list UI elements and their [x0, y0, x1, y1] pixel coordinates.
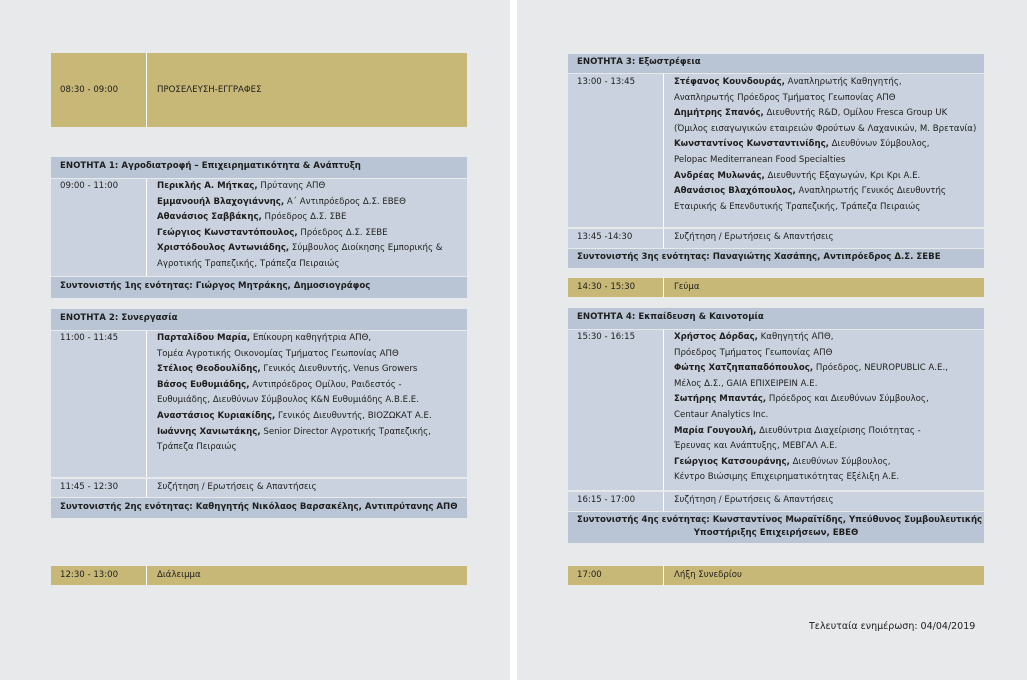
speaker-line: [674, 439, 837, 455]
speaker-line: [157, 195, 406, 211]
speaker-role: Διευθυντής Εξαγωγών, Κρι Κρι Α.Ε.: [764, 170, 921, 181]
speaker-role: Διευθύνων Σύμβουλος,: [828, 139, 930, 150]
speaker-line: [157, 210, 346, 226]
speaker-line: [157, 393, 419, 409]
speaker-line: [674, 169, 920, 185]
speaker-name: Αθανάσιος Σαββάκης,: [157, 212, 262, 223]
last-updated: Τελευταία ενημέρωση: 04/04/2019: [809, 621, 976, 632]
speaker-role: Γενικός Διευθυντής, ΒΙΟΖΩΚΑΤ Α.Ε.: [275, 411, 432, 421]
section-4-qa-label: Συζήτηση / Ερωτήσεις & Απαντήσεις: [674, 495, 834, 505]
speaker-name: Εμμανουήλ Βλαχογιάννης,: [157, 196, 285, 207]
speaker-role: Senior Director Αγροτικής Τραπεζικής,: [260, 426, 431, 437]
section-4-qa-time: 16:15 - 17:00: [577, 495, 636, 505]
speaker-role: Μέλος Δ.Σ., GAIA ΕΠΙΧΕΙΡΕΙΝ Α.Ε.: [674, 378, 818, 389]
speaker-name: Στέλιος Θεοδουλίδης,: [157, 364, 261, 375]
speaker-name: Αθανάσιος Βλαχόπουλος,: [674, 186, 796, 197]
speaker-line: [674, 361, 948, 377]
section-1-moderator: [51, 277, 467, 298]
section-1-title: ΕΝΟΤΗΤΑ 1: Αγροδιατροφή – Επιχειρηματικότητα & Ανάπτυξη: [60, 161, 361, 171]
section-4-header: [568, 308, 984, 329]
speaker-role: Pelopac Mediterranean Food Specialties: [674, 155, 846, 165]
speaker-role: Πρόεδρος και Διευθύνων Σύμβουλος,: [766, 394, 929, 405]
section-1-header: [51, 157, 467, 178]
speaker-name: Βάσος Ευθυμιάδης,: [157, 379, 250, 390]
section-4-moderator: [568, 512, 984, 543]
speaker-name: Κωνσταντίνος Κωνσταντινίδης,: [674, 139, 829, 150]
speaker-role: Αναπληρωτής Πρόεδρος Τμήματος Γεωπονίας ΑΠΘ: [674, 92, 896, 103]
section-1-body: [51, 179, 467, 276]
speaker-line: [157, 226, 388, 242]
speaker-role: Σύμβουλος Διοίκησης Εμπορικής &: [289, 243, 443, 254]
speaker-role: Αγροτικής Τραπεζικής, Τράπεζα Πειραιώς: [157, 259, 340, 269]
speaker-line: [157, 347, 399, 363]
section-2-header: [51, 309, 467, 330]
speaker-role: Αναπληρωτής Γενικός Διευθυντής: [795, 186, 946, 197]
lunch-row: [568, 278, 984, 297]
speaker-line: [157, 362, 417, 378]
speaker-line: [674, 106, 947, 122]
arrival-label: ΠΡΟΣΕΛΕΥΣΗ-ΕΓΓΡΑΦΕΣ: [157, 85, 262, 95]
break-time: 12:30 - 13:00: [60, 570, 119, 580]
section-3-title: ΕΝΟΤΗΤΑ 3: Εξωστρέφεια: [577, 57, 701, 67]
speaker-line: [674, 91, 895, 107]
speaker-role: Έρευνας και Ανάπτυξης, ΜΕΒΓΑΛ Α.Ε.: [674, 441, 838, 452]
speaker-line: [157, 257, 339, 273]
section-2-qa-row: [51, 479, 467, 497]
speaker-line: [674, 75, 902, 91]
section-2-moderator-text: Συντονιστής 2ης ενότητας: Καθηγητής Νικόλαος Βαρσακέλης, Αντιπρύτανης ΑΠΘ: [60, 502, 458, 512]
speaker-role: Τράπεζα Πειραιώς: [157, 442, 237, 453]
speaker-name: Ιωάννης Χανιωτάκης,: [157, 426, 261, 437]
section-2-qa-label: Συζήτηση / Ερωτήσεις & Απαντήσεις: [157, 482, 317, 492]
speaker-name: Μαρία Γουγουλή,: [674, 425, 757, 436]
speaker-role: Καθηγητής ΑΠΘ,: [757, 332, 834, 342]
speaker-line: [157, 378, 402, 394]
speaker-line: [674, 424, 921, 440]
section-3-moderator: [568, 249, 984, 268]
speaker-name: Χριστόδουλος Αντωνιάδης,: [157, 243, 290, 254]
speaker-line: [674, 184, 946, 200]
speaker-role: Πρόεδρος, NEUROPUBLIC Α.Ε.,: [813, 363, 948, 374]
speaker-name: Παρταλίδου Μαρία,: [157, 333, 251, 343]
section-4-qa-row: [568, 492, 984, 511]
arrival-row: [51, 53, 467, 127]
arrival-time: 08:30 - 09:00: [60, 85, 119, 95]
speaker-role: Διευθύντρια Διαχείρισης Ποιότητας -: [756, 425, 921, 436]
speaker-role: Αναπληρωτής Καθηγητής,: [784, 77, 902, 87]
speaker-line: [157, 409, 432, 425]
speaker-line: [674, 346, 832, 362]
speaker-line: [157, 241, 442, 257]
break-row: [51, 566, 467, 585]
section-3-time: 13:00 - 13:45: [577, 77, 636, 87]
section-2-moderator: [51, 498, 467, 518]
speaker-role: Α΄ Αντιπρόεδρος Δ.Σ. ΕΒΕΘ: [284, 196, 406, 207]
speaker-role: Πρόεδρος Δ.Σ. ΣΕΒΕ: [297, 227, 388, 238]
speaker-line: [674, 408, 768, 424]
speaker-line: [157, 440, 237, 456]
section-3-qa-label: Συζήτηση / Ερωτήσεις & Απαντήσεις: [674, 232, 834, 242]
speaker-name: Γεώργιος Κατσουράνης,: [674, 456, 790, 467]
speaker-role: Διευθύνων Σύμβουλος,: [789, 456, 891, 467]
speaker-line: [674, 122, 976, 138]
section-3-moderator-text: Συντονιστής 3ης ενότητας: Παναγιώτης Χασάπης, Αντιπρόεδρος Δ.Σ. ΣΕΒΕ: [577, 252, 941, 262]
speaker-line: [674, 330, 833, 346]
speaker-name: Αναστάσιος Κυριακίδης,: [157, 411, 276, 421]
section-3-body: [568, 74, 984, 227]
section-2-title: ΕΝΟΤΗΤΑ 2: Συνεργασία: [60, 313, 178, 323]
speaker-line: [674, 392, 929, 408]
speaker-line: [674, 455, 891, 471]
speaker-line: [674, 200, 920, 216]
speaker-name: Φώτης Χατζηπαπαδόπουλος,: [674, 363, 814, 374]
speaker-role: (Όμιλος εισαγωγικών εταιρειών Φρούτων & Λαχανικών, Μ. Βρετανία): [674, 123, 977, 134]
speaker-line: [674, 137, 930, 153]
speaker-role: Εταιρικής & Επενδυτικής Τραπεζικής, Τράπεζα Πειραιώς: [674, 201, 921, 212]
speaker-role: Πρύτανης ΑΠΘ: [257, 181, 326, 191]
lunch-time: 14:30 - 15:30: [577, 282, 636, 292]
speaker-line: [674, 153, 845, 169]
speaker-role: Τομέα Αγροτικής Οικονομίας Τμήματος Γεωπονίας ΑΠΘ: [157, 348, 399, 359]
section-2-qa-time: 11:45 - 12:30: [60, 482, 119, 492]
speaker-name: Γεώργιος Κωνσταντόπουλος,: [157, 227, 298, 238]
end-row: [568, 566, 984, 585]
speaker-role: Επίκουρη καθηγήτρια ΑΠΘ,: [250, 333, 372, 343]
section-2-body: [51, 331, 467, 477]
section-3-qa-row: [568, 229, 984, 248]
section-2-time: 11:00 - 11:45: [60, 333, 119, 343]
section-4-body: [568, 330, 984, 490]
section-4-time: 15:30 - 16:15: [577, 332, 636, 342]
section-3-header: [568, 54, 984, 73]
speaker-line: [674, 470, 899, 486]
section-4-title: ΕΝΟΤΗΤΑ 4: Εκπαίδευση & Καινοτομία: [577, 312, 764, 322]
speaker-name: Ανδρέας Μυλωνάς,: [674, 170, 765, 181]
break-label: Διάλειμμα: [157, 570, 201, 580]
speaker-role: Πρόεδρος Δ.Σ. ΣΒΕ: [261, 212, 347, 223]
speaker-role: Κέντρο Βιώσιμης Επιχειρηματικότητας Εξέλιξη Α.Ε.: [674, 472, 900, 483]
speaker-name: Στέφανος Κουνδουράς,: [674, 77, 785, 87]
section-4-moderator-line-1: Συντονιστής 4ης ενότητας: Κωνσταντίνος Μωραϊτίδης, Υπεύθυνος Συμβουλευτικής: [577, 515, 983, 525]
section-4-moderator-line-2: Υποστήριξης Επιχειρήσεων, ΕΒΕΘ: [693, 528, 859, 538]
section-1-time: 09:00 - 11:00: [60, 181, 119, 191]
end-time: 17:00: [577, 570, 602, 580]
section-3-qa-time: 13:45 -14:30: [577, 232, 633, 242]
speaker-name: Χρήστος Δόρδας,: [674, 332, 758, 342]
speaker-role: Πρόεδρος Τμήματος Γεωπονίας ΑΠΘ: [674, 347, 833, 358]
lunch-label: Γεύμα: [674, 282, 700, 292]
speaker-role: Διευθυντής R&D, Ομίλου Fresca Group UK: [763, 108, 948, 119]
speaker-line: [157, 425, 431, 441]
speaker-line: [157, 179, 325, 195]
speaker-name: Σωτήρης Μπαντάς,: [674, 394, 767, 405]
section-1-moderator-text: Συντονιστής 1ης ενότητας: Γιώργος Μητράκης, Δημοσιογράφος: [60, 281, 371, 291]
speaker-name: Δημήτρης Σπανός,: [674, 108, 764, 119]
end-label: Λήξη Συνεδρίου: [674, 570, 742, 580]
speaker-name: Περικλής Α. Μήτκας,: [157, 181, 258, 191]
speaker-role: Γενικός Διευθυντής, Venus Growers: [260, 364, 418, 375]
speaker-role: Ευθυμιάδης, Διευθύνων Σύμβουλος K&N Ευθυμιάδης Α.Β.Ε.Ε.: [157, 395, 419, 406]
speaker-role: Αντιπρόεδρος Ομίλου, Ραιδεστός -: [249, 379, 402, 390]
speaker-role: Centaur Analytics Inc.: [674, 410, 769, 420]
speaker-line: [674, 377, 817, 393]
speaker-line: [157, 331, 371, 347]
